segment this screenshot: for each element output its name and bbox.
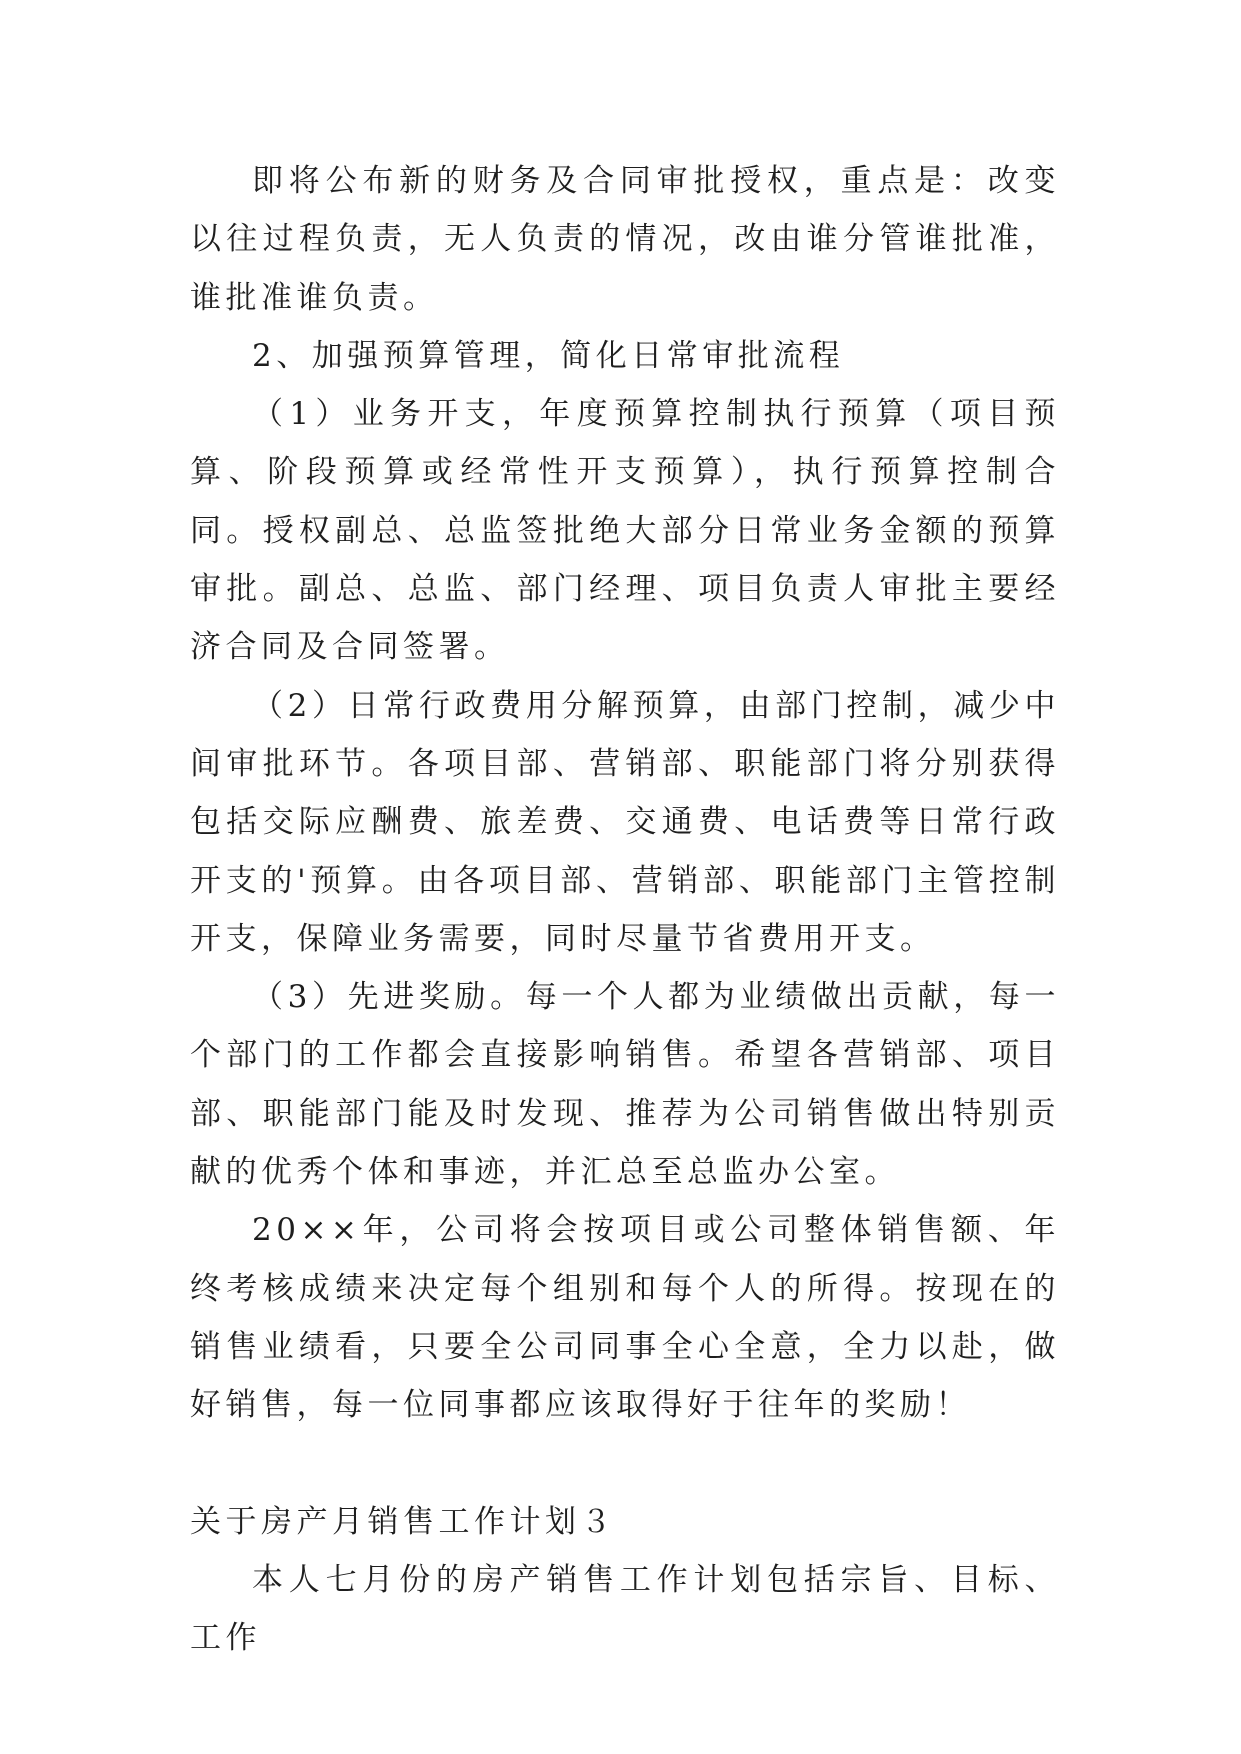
paragraph-annual-rewards: 20××年，公司将会按项目或公司整体销售额、年终考核成绩来决定每个组别和每个人的所得。按现在的销售业绩看，只要全公司同事全心全意，全力以赴，做好销售，每一位同事都应该取得好于往年的奖励！: [190, 1212, 1060, 1424]
paragraph-advanced-rewards: （3）先进奖励。每一个人都为业绩做出贡献，每一个部门的工作都会直接影响销售。希望各营销部、项目部、职能部门能及时发现、推荐为公司销售做出特别贡献的优秀个体和事迹，并汇总至总监办公室。: [190, 979, 1060, 1191]
document-body: [190, 152, 1060, 1667]
paragraph-budget-management-title: 2、加强预算管理，简化日常审批流程: [252, 337, 845, 374]
paragraph-admin-expenses: （2）日常行政费用分解预算，由部门控制，减少中间审批环节。各项目部、营销部、职能部门将分别获得包括交际应酬费、旅差费、交通费、电话费等日常行政开支的'预算。由各项目部、营销部、职能部门主管控制开支，保障业务需要，同时尽量节省费用开支。: [190, 687, 1060, 957]
paragraph-approval-authority: 即将公布新的财务及合同审批授权，重点是：改变以往过程负责，无人负责的情况，改由谁分管谁批准，谁批准谁负责。: [190, 163, 1060, 316]
section-spacer: [190, 1435, 1060, 1493]
paragraph-business-expenses: （1）业务开支，年度预算控制执行预算（项目预算、阶段预算或经常性开支预算），执行预算控制合同。授权副总、总监签批绝大部分日常业务金额的预算审批。副总、总监、部门经理、项目负责人审批主要经济合同及合同签署。: [190, 396, 1060, 666]
section-heading: 关于房产月销售工作计划３: [190, 1503, 616, 1540]
paragraph-july-plan-intro: 本人七月份的房产销售工作计划包括宗旨、目标、工作: [190, 1561, 1060, 1657]
